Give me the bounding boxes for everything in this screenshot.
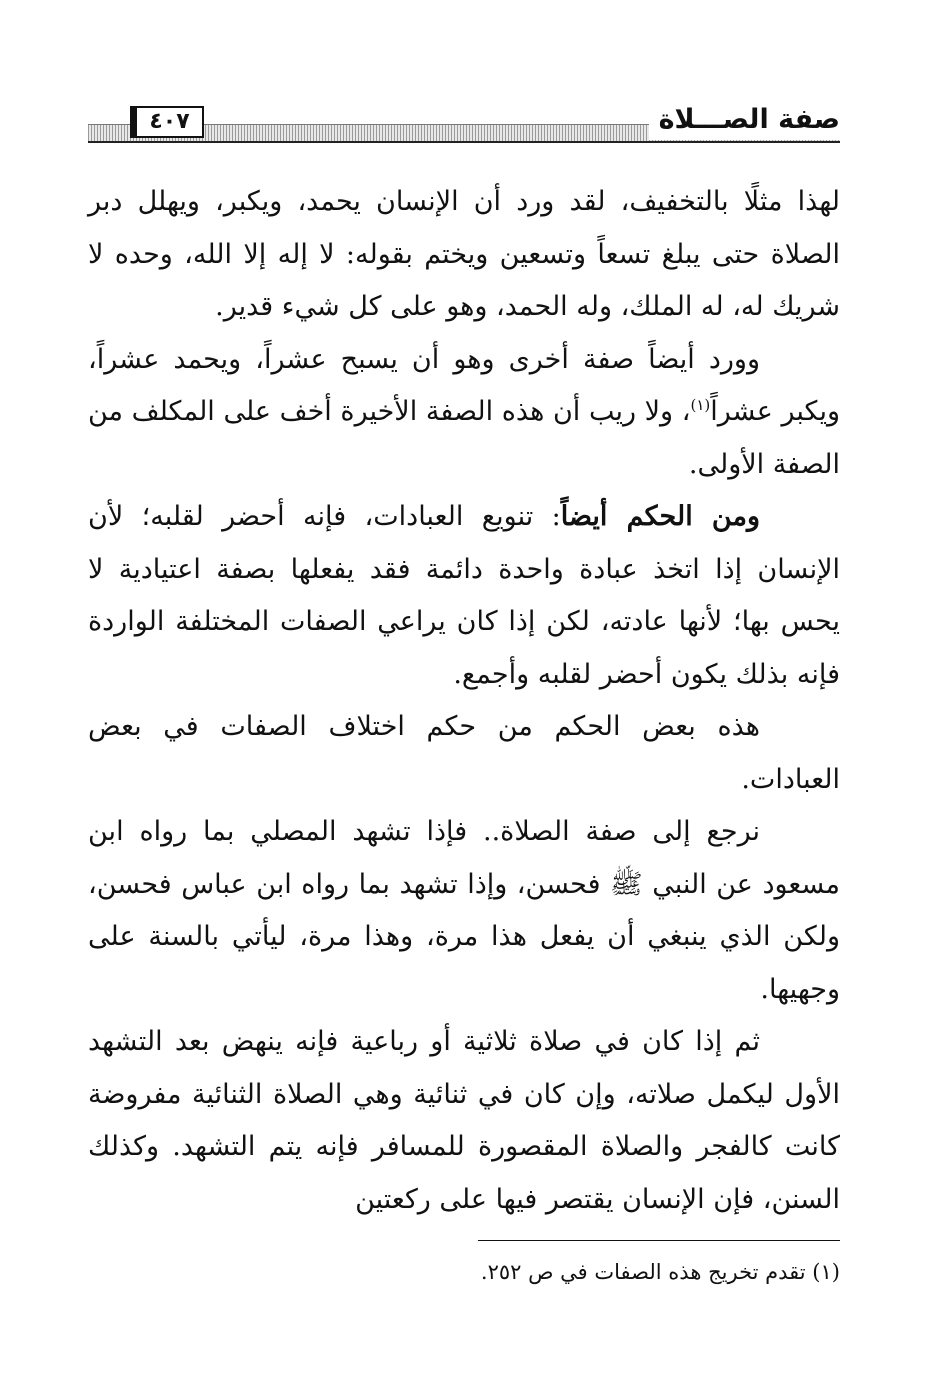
paragraph [88, 1016, 840, 1226]
footnote-separator [478, 1240, 840, 1241]
main-text [88, 176, 840, 1226]
page-number: ٤٠٧ [130, 106, 204, 138]
paragraph [88, 491, 840, 701]
paragraph [88, 806, 840, 1016]
bold-keyword: ومن الحكم أيضاً [560, 501, 760, 532]
paragraph [88, 334, 840, 492]
running-title: صفة الصـــلاة [649, 100, 840, 140]
text-run: لهذا مثلًا بالتخفيف، لقد ورد أن الإنسان يحمد، ويكبر، ويهلل دبر الصلاة حتى يبلغ تسعاً وتسعين ويختم بقوله: لا إله إلا الله، وحده لا شريك له، له الملك، وله الحمد، وهو على كل شيء قدير. [88, 186, 840, 322]
text-run: ثم إذا كان في صلاة ثلاثية أو رباعية فإنه ينهض بعد التشهد الأول ليكمل صلاته، وإن كان في ثنائية وهي الصلاة الثنائية مفروضة كانت كالفجر والصلاة المقصورة للمسافر فإنه يتم التشهد. وكذلك السنن، فإن الإنسان يقتصر فيها على ركعتين [88, 1026, 840, 1215]
text-run: نرجع إلى صفة الصلاة.. فإذا تشهد المصلي بما رواه ابن مسعود عن النبي ﷺ فحسن، وإذا تشهد بما رواه ابن عباس فحسن، ولكن الذي ينبغي أن يفعل هذا مرة، وهذا مرة، ليأتي بالسنة على وجهيها. [88, 816, 840, 1005]
footnote: (١) تقدم تخريج هذه الصفات في ص ٢٥٢. [480, 1260, 840, 1284]
paragraph [88, 701, 840, 806]
text-run: : تنويع العبادات، فإنه أحضر لقلبه؛ لأن الإنسان إذا اتخذ عبادة واحدة دائمة فقد يفعلها بصفة اعتيادية لا يحس بها؛ لأنها عادته، لكن إذا كان يراعي الصفات المختلفة الواردة فإنه بذلك يكون أحضر لقلبه وأجمع. [88, 501, 840, 690]
page-header [88, 100, 840, 150]
text-run: ، ولا ريب أن هذه الصفة الأخيرة أخف على المكلف من الصفة الأولى. [88, 396, 840, 480]
text-run: هذه بعض الحكم من حكم اختلاف الصفات في بعض العبادات. [88, 711, 840, 795]
footnote-marker: (١) [690, 396, 711, 414]
paragraph [88, 176, 840, 334]
text-run: وورد أيضاً صفة أخرى وهو أن يسبح عشراً، ويحمد عشراً، ويكبر عشراً [88, 343, 840, 427]
